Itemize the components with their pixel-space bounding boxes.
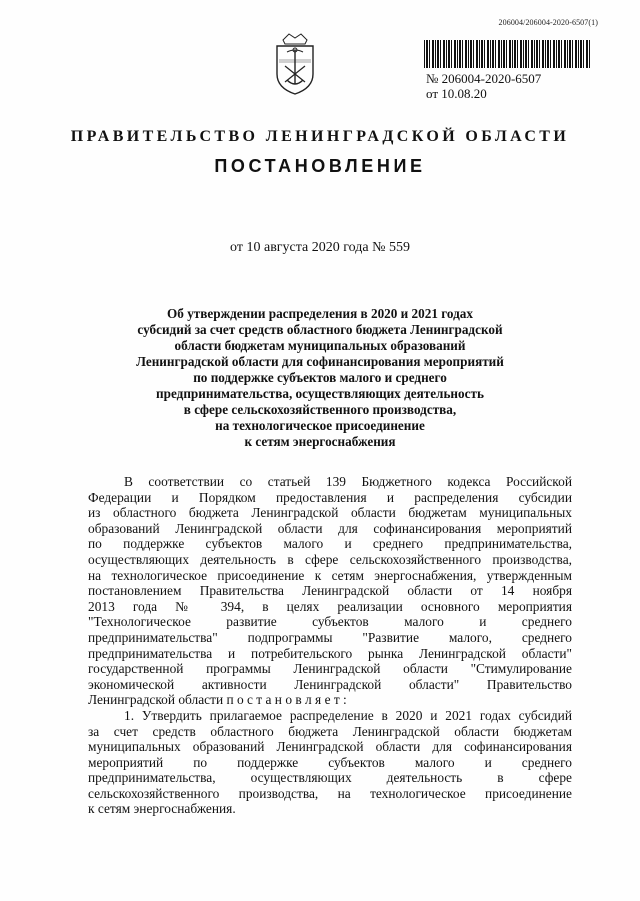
heading-line: на технологическое присоединение	[215, 418, 425, 433]
body-line: 2013 года № 394, в целях реализации основного мероприятия	[88, 598, 572, 614]
heading-line: Об утверждении распределения в 2020 и 2021 годах	[167, 306, 473, 321]
document-body	[88, 474, 572, 817]
document-heading	[90, 306, 550, 450]
body-line: мероприятий по поддержке субъектов малого и среднего	[88, 754, 572, 770]
registration-number: № 206004-2020-6507	[426, 71, 542, 86]
document-date-number: от 10 августа 2020 года № 559	[230, 240, 410, 255]
body-line: за счет средств областного бюджета Ленинградской области бюджетам	[88, 723, 572, 739]
body-line: по поддержке субъектов малого и среднего предпринимательства,	[88, 536, 572, 552]
body-line: осуществляющих деятельность в сфере сельскохозяйственного производства,	[88, 551, 572, 567]
body-line: предпринимательства, осуществляющих деятельность в сфере	[88, 770, 572, 786]
body-line: из областного бюджета Ленинградской области бюджетам муниципальных	[88, 505, 572, 521]
heading-line: Ленинградской области для софинансирования мероприятий	[136, 354, 504, 369]
heading-line: по поддержке субъектов малого и среднего	[193, 370, 447, 385]
document-type: ПОСТАНОВЛЕНИЕ	[214, 156, 426, 176]
body-line: муниципальных образований Ленинградской области для софинансирования	[88, 739, 572, 755]
heading-line: субсидий за счет средств областного бюджета Ленинградской	[137, 322, 503, 337]
body-line: экономической активности Ленинградской области" Правительство	[88, 676, 572, 692]
body-line: государственной программы Ленинградской области "Стимулирование	[88, 661, 572, 677]
body-line: Ленинградской области п о с т а н о в л я е т :	[88, 692, 347, 708]
body-line: постановлением Правительства Ленинградской области от 14 ноября	[88, 583, 572, 599]
government-title: ПРАВИТЕЛЬСТВО ЛЕНИНГРАДСКОЙ ОБЛАСТИ	[70, 128, 570, 145]
body-line: образований Ленинградской области для софинансирования мероприятий	[88, 520, 572, 536]
barcode	[424, 40, 590, 68]
body-line: на технологическое присоединение к сетям энергоснабжения, утвержденным	[88, 567, 572, 583]
leningrad-oblast-coat-of-arms-icon	[273, 30, 317, 96]
document-code: 206004/206004-2020-6507(1)	[498, 18, 598, 27]
registration-date: от 10.08.20	[426, 86, 487, 101]
body-line: "Технологическое развитие субъектов малого и среднего	[88, 614, 572, 630]
heading-line: в сфере сельскохозяйственного производства,	[183, 402, 457, 417]
body-line: В соответствии со статьей 139 Бюджетного кодекса Российской	[124, 474, 572, 489]
body-line: предпринимательства" подпрограммы "Развитие малого, среднего	[88, 629, 572, 645]
heading-line: предпринимательства, осуществляющих деятельность	[156, 386, 484, 401]
body-line: Федерации и Порядком предоставления и распределения субсидии	[88, 489, 572, 505]
body-line: к сетям энергоснабжения.	[88, 801, 236, 817]
heading-line: области бюджетам муниципальных образований	[174, 338, 466, 353]
body-line: предпринимательства и потребительского рынка Ленинградской области"	[88, 645, 572, 661]
heading-line: к сетям энергоснабжения	[244, 434, 396, 449]
body-line: сельскохозяйственного производства, на технологическое присоединение	[88, 785, 572, 801]
body-line: 1. Утвердить прилагаемое распределение в 2020 и 2021 годах субсидий	[124, 707, 572, 723]
